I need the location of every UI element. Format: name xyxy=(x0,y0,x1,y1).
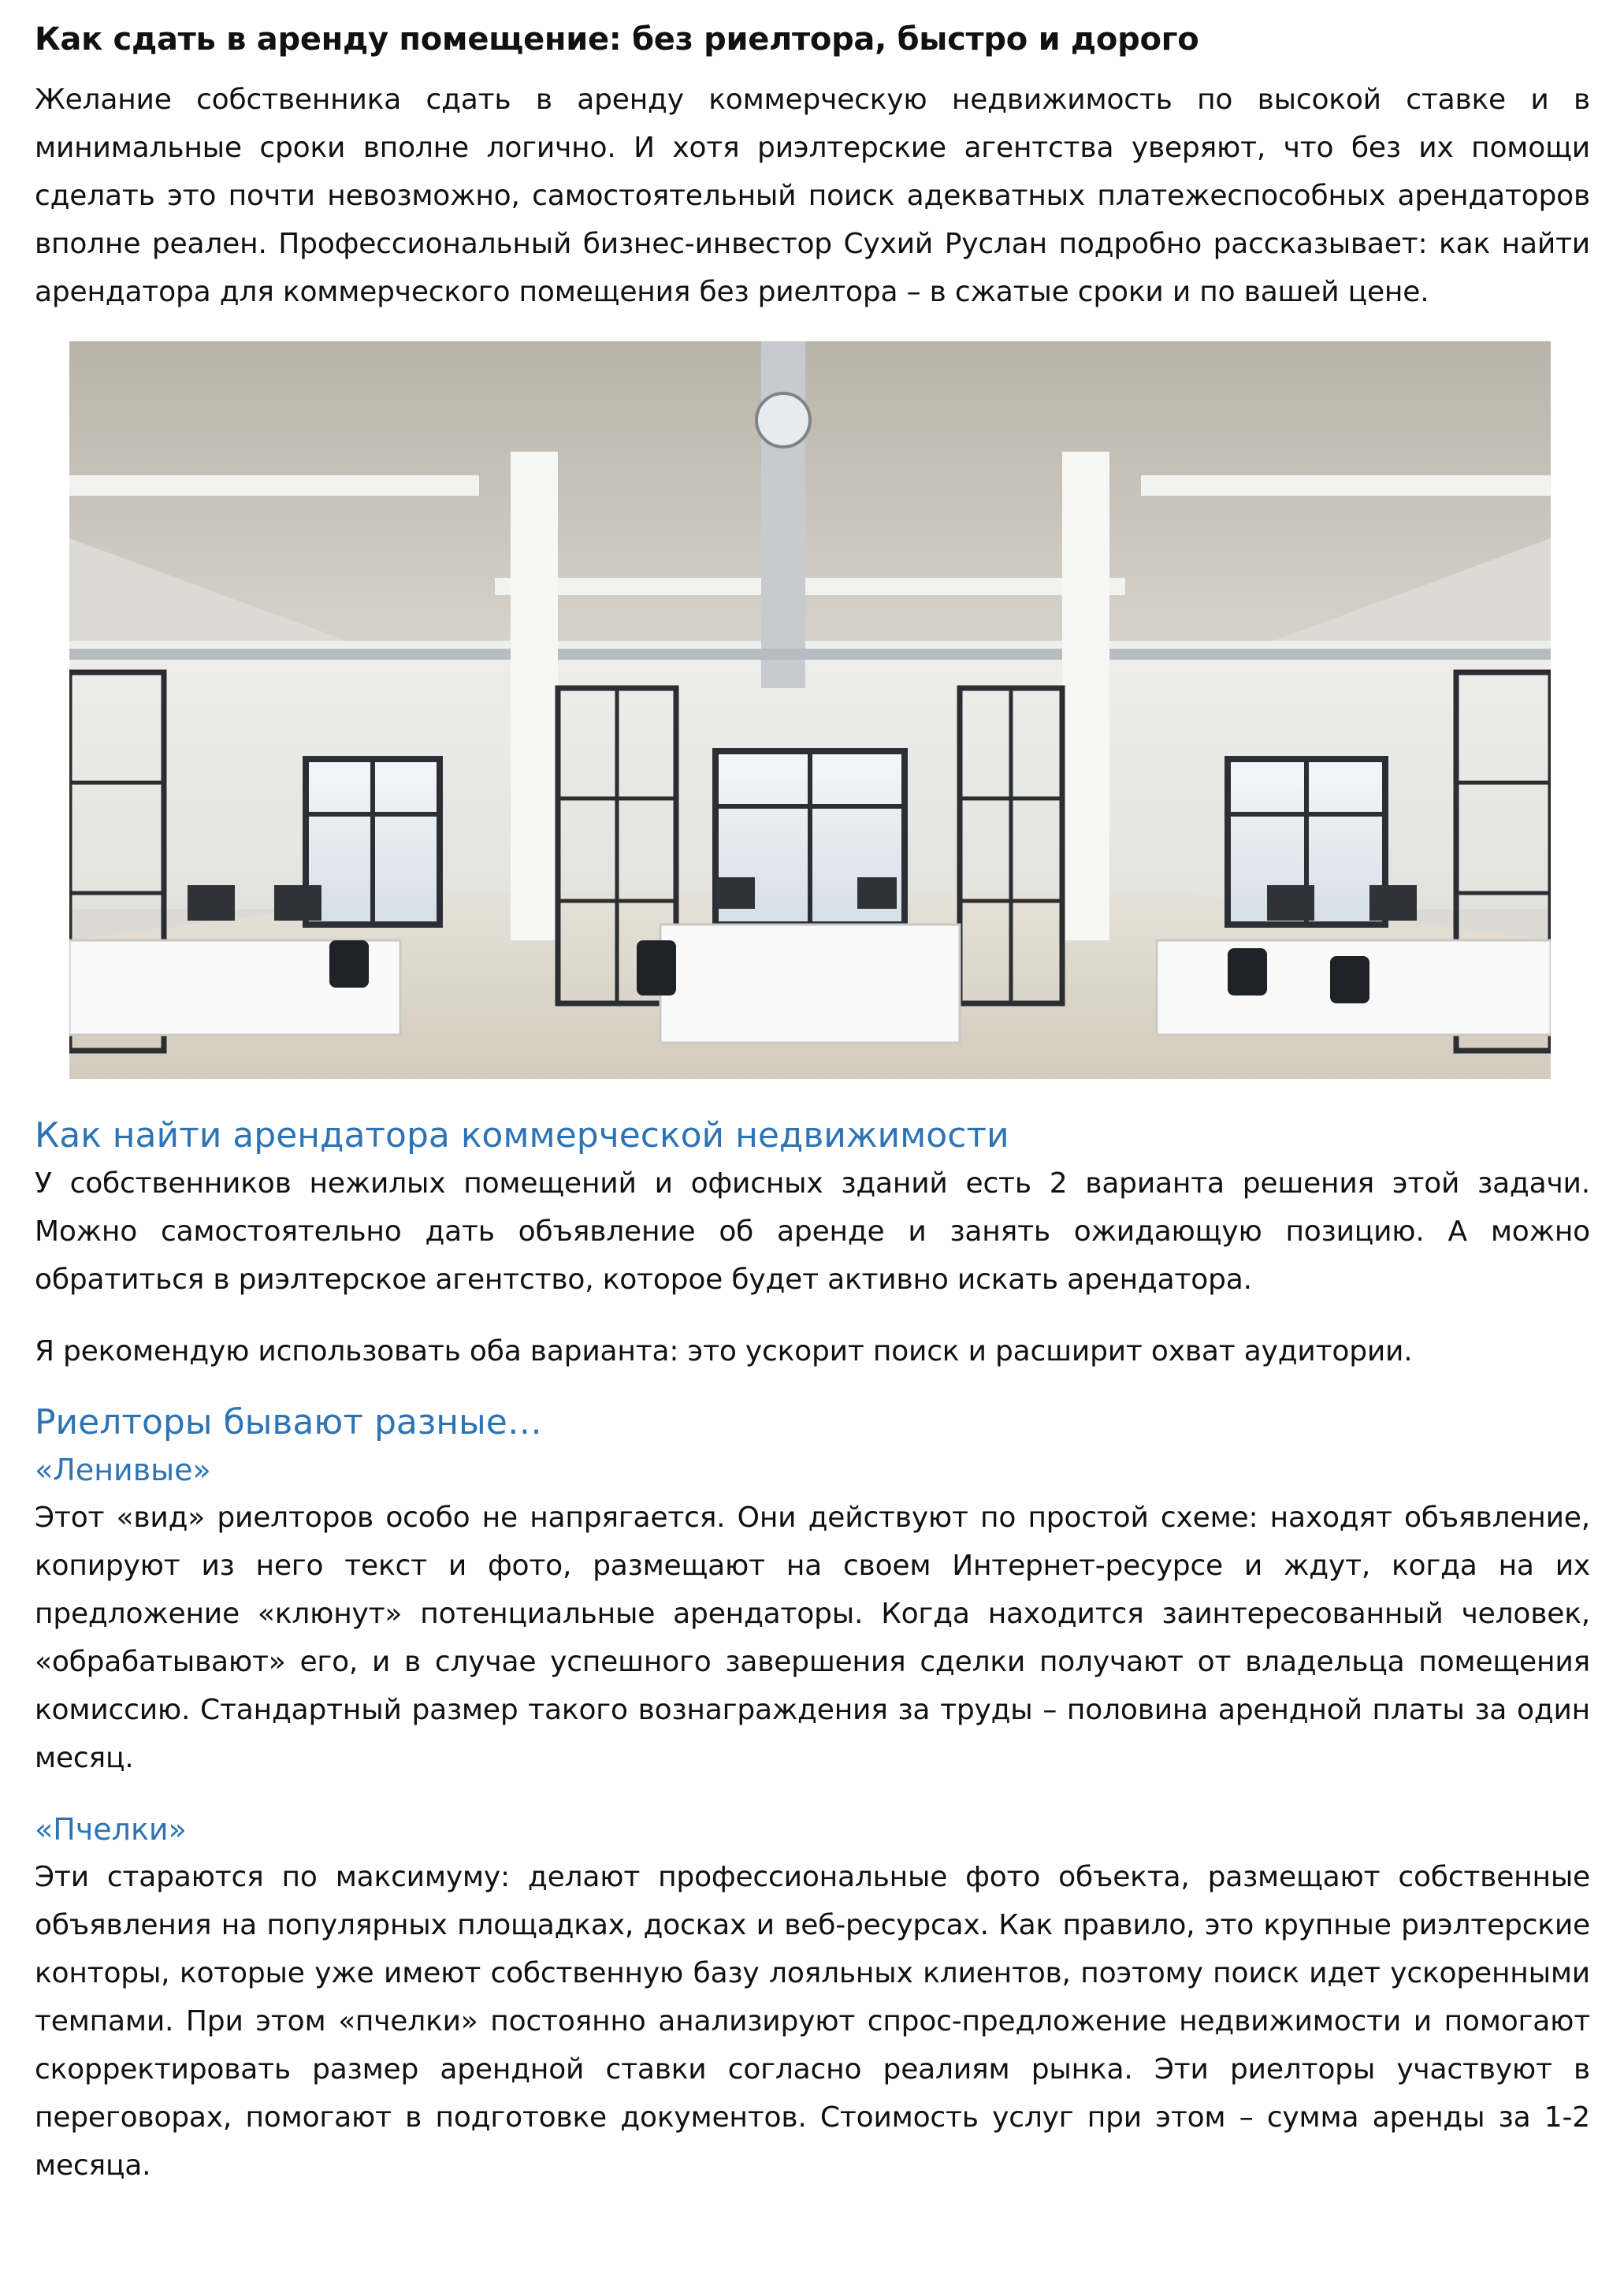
document-page xyxy=(35,14,1590,2190)
find-tenant-paragraph-1: У собственников нежилых помещений и офисных зданий есть 2 варианта решения этой задачи. Можно самостоятельно дать объявление об аренде и занять ожидающую позицию. А можно обратиться в риэлтерское агентство, которое будет активно искать арендатора. xyxy=(35,1167,1590,1296)
bees-realtors-paragraph: Эти стараются по максимуму: делают профессиональные фото объекта, размещают собственные объявления на популярных площадках, досках и веб-ресурсах. Как правило, это крупные риэлтерские конторы, которые уже имеют собственную базу лояльных клиентов, поэтому поиск идет ускоренными темпами. При этом «пчелки» постоянно анализируют спрос-предложение недвижимости и помогают скорректировать размер арендной ставки согласно реалиям рынка. Эти риелторы участвуют в переговорах, помогают в подготовке документов. Стоимость услуг при этом – сумма аренды за 1-2 месяца. xyxy=(35,1861,1590,2182)
article-title: Как сдать в аренду помещение: без риелтора, быстро и дорого xyxy=(35,21,1199,58)
subheading-lazy: «Ленивые» xyxy=(35,1453,211,1487)
subheading-bees: «Пчелки» xyxy=(35,1812,187,1847)
office-interior-illustration xyxy=(69,341,1551,1079)
office-interior-photo xyxy=(69,341,1551,1079)
section-heading-realtors: Риелторы бывают разные… xyxy=(35,1402,542,1442)
find-tenant-paragraph-2: Я рекомендую использовать оба варианта: это ускорит поиск и расширит охват аудитории. xyxy=(35,1335,1413,1368)
section-heading-find-tenant: Как найти арендатора коммерческой недвижимости xyxy=(35,1115,1009,1156)
lazy-realtors-paragraph: Этот «вид» риелторов особо не напрягается. Они действуют по простой схеме: находят объявление, копируют из него текст и фото, размещают на своем Интернет-ресурсе и ждут, когда на их предложение «клюнут» потенциальные арендаторы. Когда находится заинтересованный человек, «обрабатывают» его, и в случае успешного завершения сделки получают от владельца помещения комиссию. Стандартный размер такого вознаграждения за труды – половина арендной платы за один месяц. xyxy=(35,1502,1590,1774)
intro-paragraph: Желание собственника сдать в аренду коммерческую недвижимость по высокой ставке и в минимальные сроки вполне логично. И хотя риэлтерские агентства уверяют, что без их помощи сделать это почти невозможно, самостоятельный поиск адекватных платежеспособных арендаторов вполне реален. Профессиональный бизнес-инвестор Сухий Руслан подробно рассказывает: как найти арендатора для коммерческого помещения без риелтора – в сжатые сроки и по вашей цене. xyxy=(35,84,1590,308)
